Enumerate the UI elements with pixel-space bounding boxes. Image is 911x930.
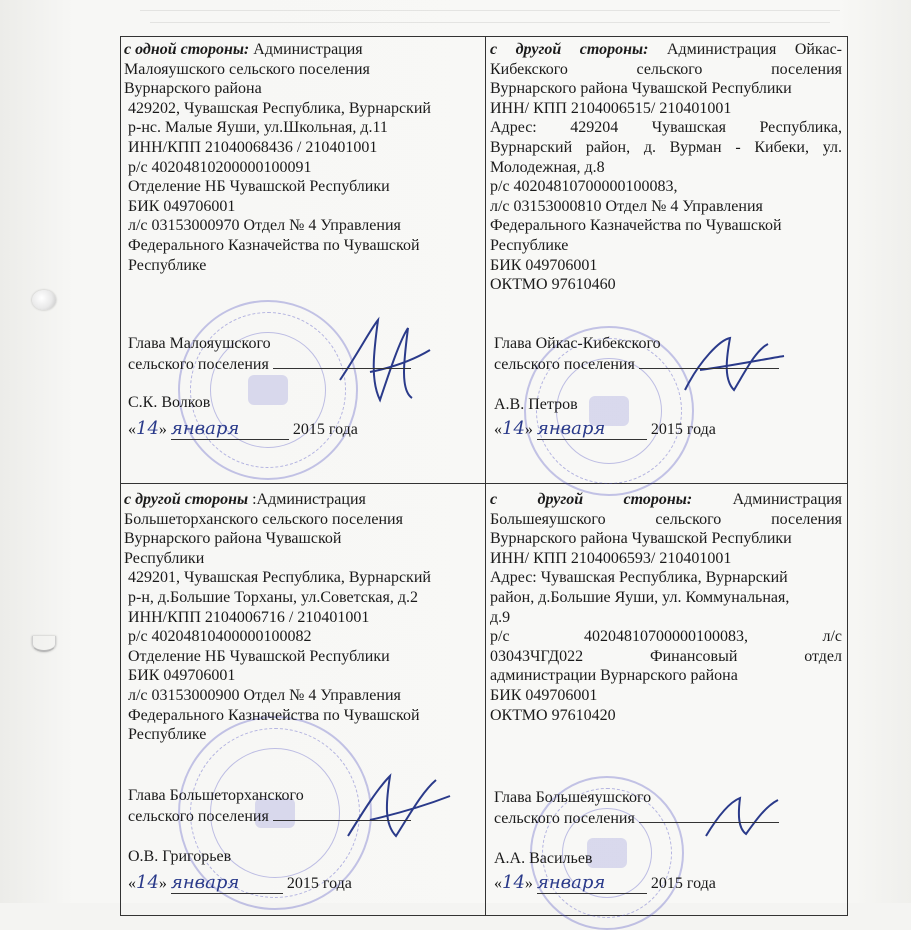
signature-line (639, 354, 779, 369)
signatory-title: сельского поселения (494, 355, 635, 373)
signing-date (494, 418, 716, 440)
address-line: д.9 (490, 608, 511, 626)
personal-account-line: л/с 03153000970 Отдел № 4 Управления (128, 217, 401, 235)
address-line: р-н, д.Большие Торханы, ул.Советская, д.2 (128, 588, 418, 606)
bleed-through-line (140, 10, 840, 11)
treasury-line: Федерального Казначейства по Чувашской (490, 217, 782, 235)
inn-kpp-line: ИНН/ КПП 2104006515/ 210401001 (490, 99, 732, 117)
signatory-title: сельского поселения (128, 355, 269, 373)
party-details-oykas-kibekskoe (490, 40, 842, 295)
bank-account-line: р/с 40204810200000100091 (128, 158, 312, 176)
date-quote: « (128, 875, 136, 892)
finance-dept-line: администрации Вурнарского района (490, 667, 738, 685)
party-line: Большеяушского сельского поселения (490, 510, 842, 528)
date-day: 14 (136, 872, 159, 893)
bank-account-line: р/с 40204810400000100082 (128, 628, 312, 646)
party-line: Малояушского сельского поселения (124, 60, 370, 78)
date-month: января (171, 418, 289, 440)
signature-block (128, 334, 411, 374)
party-details-bolsheyaushskoe (490, 490, 842, 725)
signatory-title: Глава Малояушского (128, 335, 271, 352)
bank-line: Отделение НБ Чувашской Республики (128, 178, 390, 196)
treasury-line: Республике (128, 256, 207, 274)
bank-account-line: р/с 40204810700000100083, (490, 178, 678, 196)
date-month: января (171, 872, 283, 894)
party-details-bolshetorkhanskoe (124, 490, 482, 745)
signatory-name: А.А. Васильев (494, 850, 593, 867)
address-line: 429202, Чувашская Республика, Вурнарский (128, 99, 431, 117)
address-line: р-нс. Малые Яуши, ул.Школьная, д.11 (128, 119, 388, 137)
party-name-line: Администрация Ойкас- (648, 41, 842, 58)
bik-line: БИК 049706001 (128, 667, 236, 685)
date-month: января (537, 872, 647, 894)
date-day: 14 (502, 872, 525, 893)
party-line: Кибекского сельского поселения (490, 60, 842, 78)
inn-kpp-line: ИНН/ КПП 2104006593/ 210401001 (490, 549, 732, 567)
date-quote: » (158, 875, 167, 892)
party-line: Республики (124, 549, 205, 567)
signing-date (128, 872, 352, 894)
address-line: 429201, Чувашская Республика, Вурнарский (128, 569, 431, 587)
bik-line: БИК 049706001 (128, 197, 236, 215)
signing-date (128, 418, 358, 440)
party-line: Вурнарского района Чувашской (124, 530, 342, 548)
signatory-name: О.В. Григорьев (128, 848, 232, 865)
date-quote: » (158, 421, 167, 438)
bank-line: Отделение НБ Чувашской Республики (128, 647, 390, 665)
treasury-line: Республике (128, 726, 207, 744)
party-name-line: Администрация (692, 491, 842, 508)
finance-dept-line: 03043ЧГД022 Финансовый отдел (490, 647, 842, 665)
party-lead-label: с другой стороны (124, 491, 249, 508)
address-line: Адрес: Чувашская Республика, Вурнарский (490, 569, 788, 587)
date-year: 2015 года (650, 421, 716, 438)
party-lead-label: с другой стороны: (490, 41, 649, 58)
signatory-title: Глава Большеторханского (128, 787, 304, 804)
signatory-title: сельского поселения (128, 807, 269, 825)
date-quote: « (494, 421, 502, 438)
party-line: Вурнарского района (124, 80, 262, 98)
date-month: января (537, 418, 647, 440)
oktmo-line: ОКТМО 97610420 (490, 706, 616, 724)
address-line: Молодежная, д.8 (490, 158, 605, 176)
date-year: 2015 года (292, 421, 358, 438)
treasury-line: Федерального Казначейства по Чувашской (128, 706, 420, 724)
signatory-title: Глава Большеяушского (494, 789, 652, 806)
address-line: Вурнарский район, д. Вурман - Кибеки, ул. (490, 138, 842, 156)
party-line: Вурнарского района Чувашской Республики (490, 530, 792, 548)
address-line: район, д.Большие Яуши, ул. Коммунальная, (490, 588, 790, 606)
signatory-name: С.К. Волков (128, 394, 211, 411)
date-day: 14 (502, 418, 525, 439)
bleed-through-line (150, 22, 830, 23)
personal-account-line: л/с 03153000810 Отдел № 4 Управления (490, 197, 763, 215)
personal-account-line: л/с 03153000900 Отдел № 4 Управления (128, 686, 401, 704)
bik-line: БИК 049706001 (490, 686, 598, 704)
signature-block (128, 786, 411, 826)
signature-block (494, 788, 779, 828)
bik-line: БИК 049706001 (490, 256, 598, 274)
oktmo-line: ОКТМО 97610460 (490, 276, 616, 294)
punch-hole (32, 290, 56, 310)
party-name-line: :Администрация (248, 491, 366, 508)
table-row-divider (120, 483, 848, 484)
address-line: Адрес: 429204 Чувашская Республика, (490, 119, 842, 137)
signature-line (273, 806, 411, 821)
date-year: 2015 года (650, 875, 716, 892)
treasury-line: Республике (490, 236, 569, 254)
punch-hole (32, 636, 56, 652)
date-quote: » (524, 875, 533, 892)
date-day: 14 (136, 418, 159, 439)
signatory-title: Глава Ойкас-Кибекского (494, 335, 661, 352)
treasury-line: Федерального Казначейства по Чувашской (128, 236, 420, 254)
party-line: Вурнарского района Чувашской Республики (490, 80, 792, 98)
party-line: Большеторханского сельского поселения (124, 510, 403, 528)
party-lead-label: с одной стороны: (124, 41, 250, 58)
signing-date (494, 872, 716, 894)
signature-line (273, 354, 411, 369)
date-quote: » (524, 421, 533, 438)
party-name-line: Администрация (249, 41, 363, 58)
inn-kpp-line: ИНН/КПП 21040068436 / 210401001 (128, 138, 378, 156)
bank-account-line: р/с 40204810700000100083, л/с (490, 628, 842, 646)
signatory-name: А.В. Петров (494, 396, 578, 413)
date-year: 2015 года (286, 875, 352, 892)
inn-kpp-line: ИНН/КПП 2104006716 / 210401001 (128, 608, 370, 626)
party-lead-label: с другой стороны: (490, 491, 693, 508)
signature-block (494, 334, 779, 374)
signatory-title: сельского поселения (494, 809, 635, 827)
table-column-divider (485, 36, 486, 916)
date-quote: « (128, 421, 136, 438)
signature-line (639, 808, 779, 823)
party-details-malyaushskoe (124, 40, 482, 275)
date-quote: « (494, 875, 502, 892)
